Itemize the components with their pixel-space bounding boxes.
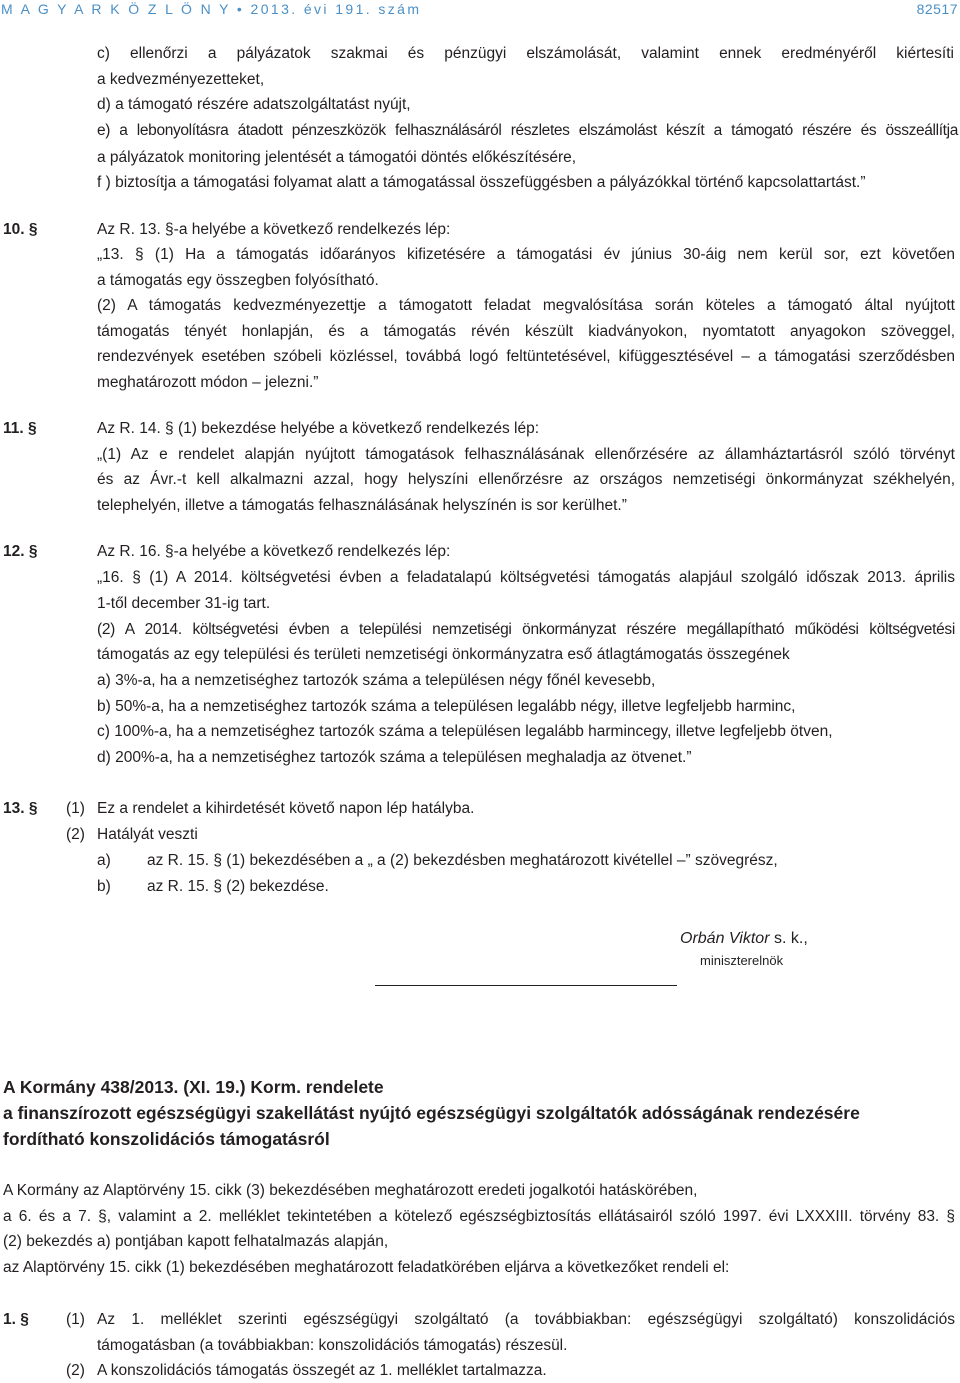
- section-1-p1-line1: Az 1. melléklet szerinti egészségügyi szolgáltató (a továbbiakban: egészségügyi szolgáltató) konszolidációs: [97, 1311, 955, 1328]
- section-13-p2: Hatályát veszti: [97, 826, 198, 843]
- preamble-line3: (2) bekezdés a) pontjában kapott felhatalmazás alapján,: [3, 1233, 389, 1250]
- section-1-p2: A konszolidációs támogatás összegét az 1. melléklet tartalmazza.: [97, 1362, 547, 1379]
- section-10-p2-line3: rendezvények esetében szóbeli közléssel, továbbá logó feltüntetésével, kifüggesztésével – a támogatási szerződésben: [97, 348, 955, 365]
- section-12-item-d: d) 200%-a, ha a nemzetiséghez tartozók száma a településen meghaladja az ötvenet.”: [97, 749, 692, 766]
- item-e-line1: e) a lebonyolításra átadott pénzeszközök felhasználásáról részletes elszámolást készít a támogató részére és összeállítja: [97, 122, 958, 139]
- section-11-line2: és az Ávr.-t kell alkalmazni azzal, hogy helyszíni ellenőrzésre az országos nemzetiségi önkormányzat székhelyén,: [97, 471, 955, 488]
- section-13-a-number: a): [97, 852, 111, 869]
- section-12-line2: 1-től december 31-ig tart.: [97, 595, 271, 612]
- section-10-p1-line1: „13. § (1) Ha a támogatás időarányos kifizetésére a támogatási év június 30-áig nem kerül sor, ezt követően: [97, 246, 955, 263]
- section-12-line4: támogatás az egy települési és területi nemzetiségi önkormányzatra eső átlagtámogatás összegének: [97, 646, 790, 663]
- section-10-p2-line1: (2) A támogatás kedvezményezettje a támogatott feladat megvalósítása során köteles a támogató által nyújtott: [97, 297, 955, 314]
- section-13-item-a: az R. 15. § (1) bekezdésében a „ a (2) bekezdésben meghatározott kivétellel –” szövegrész,: [147, 852, 778, 869]
- section-13-number: 13. §: [3, 800, 38, 817]
- section-1-p1-line2: támogatásban (a továbbiakban: konszolidációs támogatás) részesül.: [97, 1337, 568, 1354]
- section-12-intro: Az R. 16. §-a helyébe a következő rendelkezés lép:: [97, 543, 451, 560]
- section-12-number: 12. §: [3, 543, 38, 560]
- section-11-intro: Az R. 14. § (1) bekezdése helyébe a következő rendelkezés lép:: [97, 420, 540, 437]
- item-f: f ) biztosítja a támogatási folyamat alatt a támogatással összefüggésben a pályázókkal történő kapcsolattartást.”: [97, 174, 866, 191]
- preamble-line4: az Alaptörvény 15. cikk (1) bekezdésében meghatározott feladatkörében eljárva a következőket rendeli el:: [3, 1259, 730, 1276]
- page-number: 82517: [916, 1, 958, 17]
- section-1-number: 1. §: [3, 1311, 29, 1328]
- section-11-line1: „(1) Az e rendelet alapján nyújtott támogatások felhasználásának ellenőrzésére az államháztartásról szóló törvényt: [97, 446, 955, 463]
- section-divider: [375, 985, 677, 986]
- decree-title-line3: fordítható konszolidációs támogatásról: [3, 1129, 330, 1149]
- journal-header: M A G Y A R K Ö Z L Ö N Y • 2013. évi 191. szám: [1, 1, 422, 17]
- section-13-b-number: b): [97, 878, 111, 895]
- section-10-p2-line2: támogatás tényét honlapján, és a támogatás révén készült kiadványokon, nyomtatott anyagokon szöveggel,: [97, 323, 955, 340]
- section-1-p2-number: (2): [66, 1362, 85, 1379]
- preamble-line2: a 6. és a 7. §, valamint a 2. melléklet tekintetében a kötelező egészségbiztosítás ellátásairól szóló 1997. évi LXXXIII. törvény 83. §: [3, 1208, 955, 1225]
- item-e-line2: a pályázatok monitoring jelentését a támogatói döntés előkészítésére,: [97, 149, 577, 166]
- section-10-number: 10. §: [3, 221, 38, 238]
- item-c-line1: c) ellenőrzi a pályázatok szakmai és pénzügyi elszámolását, valamint ennek eredményéről kiértesíti: [97, 45, 954, 62]
- item-d: d) a támogató részére adatszolgáltatást nyújt,: [97, 96, 411, 113]
- section-12-item-a: a) 3%-a, ha a nemzetiséghez tartozók száma a településen négy főnél kevesebb,: [97, 672, 656, 689]
- signature-suffix: s. k.,: [769, 930, 808, 947]
- section-13-p1-number: (1): [66, 800, 85, 817]
- section-10-intro: Az R. 13. §-a helyébe a következő rendelkezés lép:: [97, 221, 451, 238]
- preamble-line1: A Kormány az Alaptörvény 15. cikk (3) bekezdésében meghatározott eredeti jogalkotói hatáskörében,: [3, 1182, 698, 1199]
- section-13-item-b: az R. 15. § (2) bekezdése.: [147, 878, 329, 895]
- section-12-line1: „16. § (1) A 2014. költségvetési évben a feladatalapú költségvetési támogatás alapjául szolgáló időszak 2013. április: [97, 569, 955, 586]
- decree-title-line1: A Kormány 438/2013. (XI. 19.) Korm. rendelete: [3, 1077, 384, 1097]
- section-13-p1: Ez a rendelet a kihirdetését követő napon lép hatályba.: [97, 800, 475, 817]
- item-c-line2: a kedvezményezetteket,: [97, 71, 265, 88]
- signatory-title: miniszterelnök: [700, 953, 784, 968]
- section-12-line3: (2) A 2014. költségvetési évben a települési nemzetiségi önkormányzat részére megállapítható működési költségvetési: [97, 621, 955, 638]
- section-13-p2-number: (2): [66, 826, 85, 843]
- signature: [680, 929, 808, 949]
- section-12-item-b: b) 50%-a, ha a nemzetiséghez tartozók száma a településen legalább négy, illetve legfeljebb harminc,: [97, 698, 796, 715]
- section-11-line3: telephelyén, illetve a támogatás felhasználásának helyszínén is sor kerülhet.”: [97, 497, 627, 514]
- section-12-item-c: c) 100%-a, ha a nemzetiséghez tartozók száma a településen legalább harmincegy, illetve legfeljebb ötven,: [97, 723, 833, 740]
- decree-title-line2: a finanszírozott egészségügyi szakellátást nyújtó egészségügyi szolgáltatók adósságának rendezésére: [3, 1103, 860, 1123]
- section-11-number: 11. §: [3, 420, 37, 437]
- section-10-p2-line4: meghatározott módon – jelezni.”: [97, 374, 319, 391]
- section-10-p1-line2: a támogatás egy összegben folyósítható.: [97, 272, 379, 289]
- signatory-name: Orbán Viktor: [680, 930, 770, 947]
- section-1-p1-number: (1): [66, 1311, 85, 1328]
